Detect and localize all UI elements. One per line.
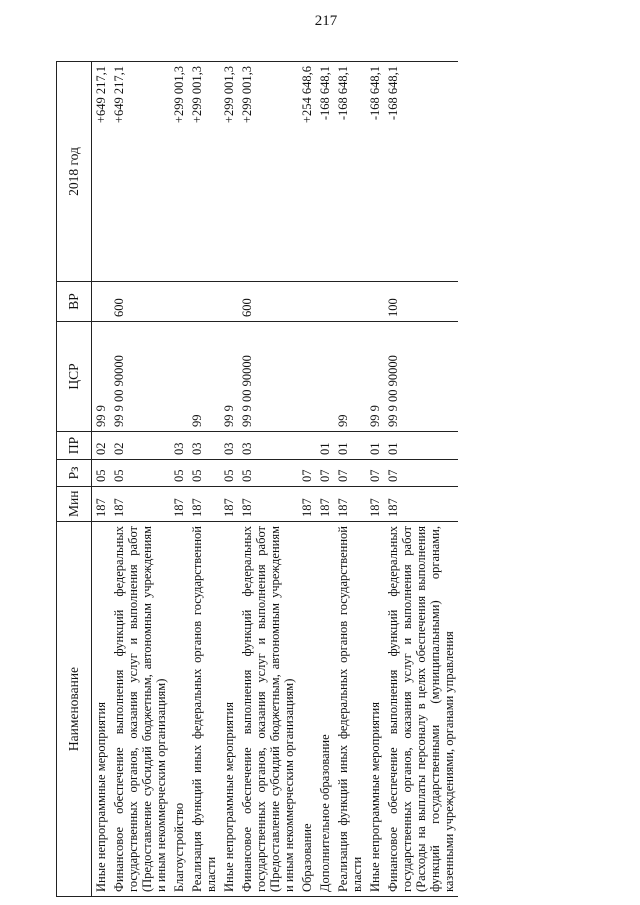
table-row — [110, 62, 170, 897]
row-csr: 99 — [334, 322, 366, 432]
row-value: +649 217,1 — [92, 62, 111, 282]
table-header-row — [57, 62, 92, 897]
header-csr: ЦСР — [57, 322, 92, 432]
row-csr — [316, 322, 334, 432]
rotated-table-container — [56, 52, 596, 897]
row-name: Иные непрограммные мероприятия — [366, 522, 384, 897]
row-csr: 99 9 — [92, 322, 111, 432]
header-rz: Рз — [57, 460, 92, 487]
row-value: +649 217,1 — [110, 62, 170, 282]
header-name: Наименование — [57, 522, 92, 897]
row-pr: 03 — [170, 432, 188, 460]
row-min: 187 — [188, 487, 220, 522]
row-value: +254 648,6 — [298, 62, 316, 282]
row-csr: 99 9 00 90000 — [238, 322, 298, 432]
row-rz: 05 — [238, 460, 298, 487]
row-value: -168 648,1 — [384, 62, 458, 282]
row-min: 187 — [316, 487, 334, 522]
row-name: Финансовое обеспечение выполнения функций федеральных государственных органов, оказания услуг и выполнения работ (Предоставление субсидий бюджетным, автономным учреждениям и иным некоммерческим организациям) — [238, 522, 298, 897]
row-pr: 01 — [316, 432, 334, 460]
budget-table — [56, 61, 458, 897]
row-min: 187 — [220, 487, 238, 522]
row-name: Реализация функций иных федеральных органов государственной власти — [334, 522, 366, 897]
table-row — [170, 62, 188, 897]
row-rz: 05 — [110, 460, 170, 487]
row-pr: 03 — [188, 432, 220, 460]
row-vr — [170, 282, 188, 322]
table-row — [92, 62, 111, 897]
row-vr — [220, 282, 238, 322]
row-min: 187 — [366, 487, 384, 522]
row-name: Финансовое обеспечение выполнения функций федеральных государственных органов, оказания услуг и выполнения работ (Расходы на выплаты персоналу в целях обеспечения выполнения функций государственными (муниципальными) органами, казенными учреждениями, органами управления — [384, 522, 458, 897]
row-value: -168 648,1 — [366, 62, 384, 282]
row-vr: 100 — [384, 282, 458, 322]
row-min: 187 — [384, 487, 458, 522]
row-rz: 05 — [92, 460, 111, 487]
row-name: Реализация функций иных федеральных органов государственной власти — [188, 522, 220, 897]
row-value: -168 648,1 — [316, 62, 334, 282]
row-name: Благоустройство — [170, 522, 188, 897]
row-pr: 03 — [220, 432, 238, 460]
row-pr: 02 — [110, 432, 170, 460]
row-min: 187 — [110, 487, 170, 522]
row-min: 187 — [334, 487, 366, 522]
row-vr — [298, 282, 316, 322]
row-name: Финансовое обеспечение выполнения функций федеральных государственных органов, оказания услуг и выполнения работ (Предоставление субсидий бюджетным, автономным учреждениям и иным некоммерческим организациям) — [110, 522, 170, 897]
table-row — [220, 62, 238, 897]
table-row — [298, 62, 316, 897]
row-vr — [316, 282, 334, 322]
row-name: Образование — [298, 522, 316, 897]
row-min: 187 — [92, 487, 111, 522]
header-year: 2018 год — [57, 62, 92, 282]
row-rz: 05 — [170, 460, 188, 487]
table-row — [316, 62, 334, 897]
row-vr: 600 — [238, 282, 298, 322]
row-csr — [170, 322, 188, 432]
row-value: +299 001,3 — [188, 62, 220, 282]
header-vr: ВР — [57, 282, 92, 322]
row-rz: 07 — [298, 460, 316, 487]
row-name: Дополнительное образование — [316, 522, 334, 897]
table-row — [334, 62, 366, 897]
row-pr: 03 — [238, 432, 298, 460]
row-pr: 01 — [366, 432, 384, 460]
row-value: -168 648,1 — [334, 62, 366, 282]
row-min: 187 — [238, 487, 298, 522]
row-pr — [298, 432, 316, 460]
row-value: +299 001,3 — [220, 62, 238, 282]
row-rz: 07 — [316, 460, 334, 487]
row-vr — [188, 282, 220, 322]
row-rz: 05 — [188, 460, 220, 487]
row-csr: 99 9 00 90000 — [384, 322, 458, 432]
row-value: +299 001,3 — [238, 62, 298, 282]
row-vr — [366, 282, 384, 322]
row-csr: 99 — [188, 322, 220, 432]
row-min: 187 — [298, 487, 316, 522]
row-vr — [92, 282, 111, 322]
row-rz: 07 — [384, 460, 458, 487]
header-min: Мин — [57, 487, 92, 522]
row-csr: 99 9 — [220, 322, 238, 432]
row-vr — [334, 282, 366, 322]
row-name: Иные непрограммные мероприятия — [92, 522, 111, 897]
row-value: +299 001,3 — [170, 62, 188, 282]
row-pr: 01 — [384, 432, 458, 460]
table-row — [188, 62, 220, 897]
row-rz: 05 — [220, 460, 238, 487]
row-vr: 600 — [110, 282, 170, 322]
table-row — [384, 62, 458, 897]
row-csr — [298, 322, 316, 432]
row-pr: 02 — [92, 432, 111, 460]
row-rz: 07 — [366, 460, 384, 487]
row-min: 187 — [170, 487, 188, 522]
table-row — [366, 62, 384, 897]
row-csr: 99 9 — [366, 322, 384, 432]
row-pr: 01 — [334, 432, 366, 460]
row-csr: 99 9 00 90000 — [110, 322, 170, 432]
row-rz: 07 — [334, 460, 366, 487]
page-number: 217 — [314, 13, 338, 29]
header-pr: ПР — [57, 432, 92, 460]
row-name: Иные непрограммные мероприятия — [220, 522, 238, 897]
table-row — [238, 62, 298, 897]
